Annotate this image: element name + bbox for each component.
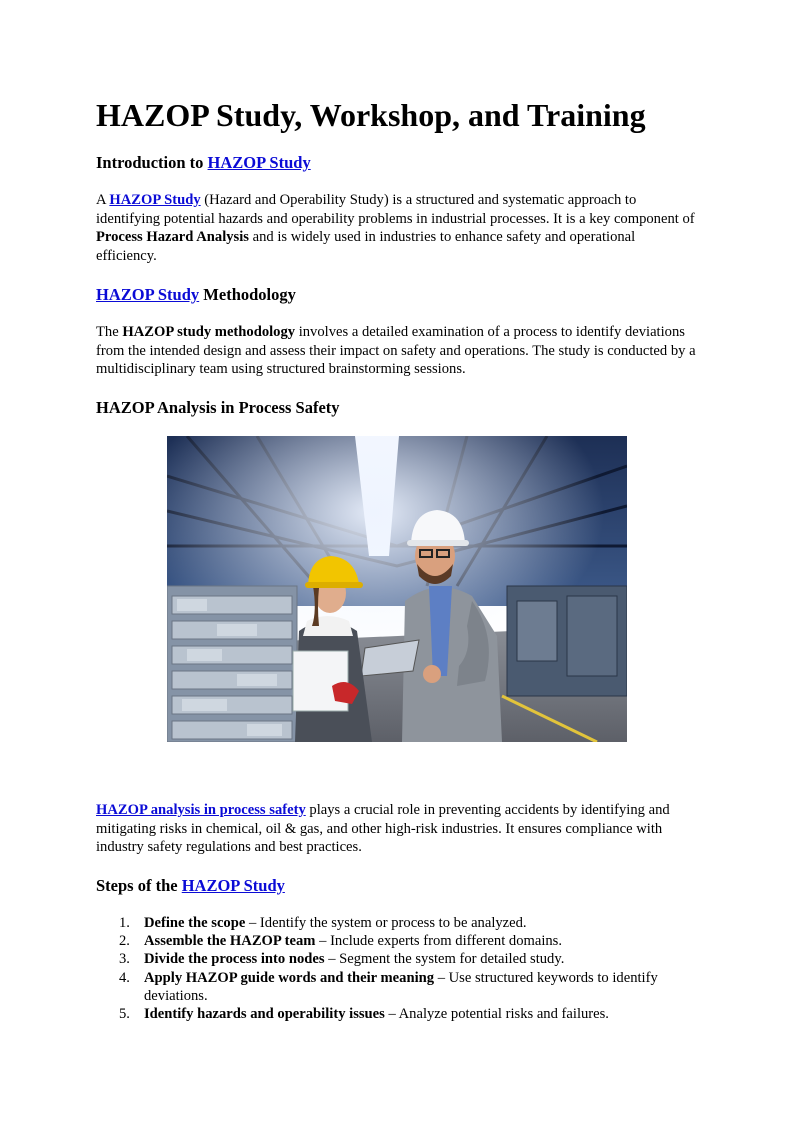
methodology-paragraph [96,323,696,379]
intro-text-a: A [96,192,110,208]
list-item [96,932,676,950]
list-item-number: 3. [119,951,130,968]
analysis-paragraph [96,801,696,857]
methodology-heading-text: Methodology [199,285,296,304]
warehouse-workers-photo [167,436,627,742]
list-item-bold: Define the scope [144,915,246,931]
list-item-text: – Analyze potential risks and failures. [384,1006,609,1023]
methodology-text-a: The [96,324,123,340]
methodology-bold-text: HAZOP study methodology [122,324,296,340]
steps-heading-text: Steps of the [96,876,182,895]
intro-text-b: (Hazard and Operability Study) is a structured and systematic approach to identifying potential hazards and operability problems in industrial processes. It is a key component of [96,192,695,227]
list-item [96,1005,676,1023]
intro-paragraph-link[interactable]: HAZOP Study [109,192,201,208]
intro-paragraph [96,191,696,265]
analysis-paragraph-link[interactable]: HAZOP analysis in process safety [96,802,306,818]
list-item-text: – Segment the system for detailed study. [324,951,565,968]
list-item-number: 4. [119,969,130,986]
methodology-heading-link[interactable]: HAZOP Study [96,285,200,304]
list-item-text: – Use structured keywords to identify deviations. [144,969,658,1004]
list-item-bold: Divide the process into nodes [144,951,325,968]
list-item-text: – Identify the system or process to be analyzed. [245,915,527,931]
list-item [96,914,676,932]
list-item-number: 2. [119,933,130,950]
analysis-text: plays a crucial role in preventing accidents by identifying and mitigating risks in chemical, oil & gas, and other high-risk industries. It ensures compliance with industry safety regulations and best practices. [96,802,670,855]
photo-illustration [167,436,627,742]
list-item-bold: Identify hazards and operability issues [144,1006,385,1023]
analysis-heading: HAZOP Analysis in Process Safety [96,398,340,417]
list-item-text: – Include experts from different domains. [315,933,563,950]
methodology-text-b: involves a detailed examination of a process to identify deviations from the intended design and assess their impact on safety and operations. The study is conducted by a multidisciplinary team using structured brainstorming sessions. [96,324,696,377]
list-item-number: 5. [119,1006,130,1023]
page-title: HAZOP Study, Workshop, and Training [96,97,646,133]
intro-heading [96,153,311,173]
intro-text-c: and is widely used in industries to enhance safety and operational efficiency. [96,229,636,264]
steps-list [96,914,676,1023]
list-item [96,969,676,1005]
intro-heading-link[interactable]: HAZOP Study [207,153,311,172]
intro-bold-text: Process Hazard Analysis [96,229,249,245]
steps-heading-link[interactable]: HAZOP Study [181,876,285,895]
list-item-number: 1. [119,915,130,931]
steps-heading [96,876,285,896]
methodology-heading [96,285,296,305]
list-item [96,950,676,968]
list-item-bold: Assemble the HAZOP team [144,933,316,950]
intro-heading-text: Introduction to [96,153,208,172]
list-item-bold: Apply HAZOP guide words and their meaning [144,969,435,986]
